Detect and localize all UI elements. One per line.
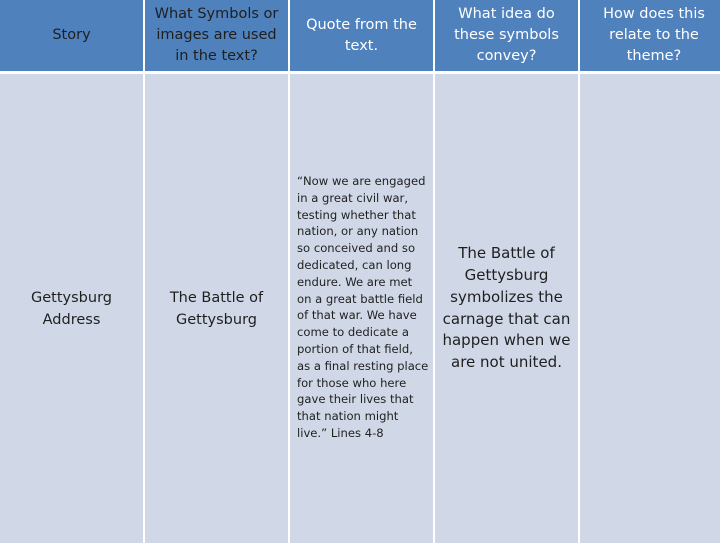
cell-story-text: Gettysburg Address (31, 289, 112, 328)
header-quote-label: Quote from the text. (306, 16, 417, 54)
cell-quote (290, 74, 433, 543)
header-quote (290, 0, 433, 71)
cell-story (0, 74, 143, 543)
header-symbols-label: What Symbols or images are used in the text? (154, 6, 279, 64)
cell-theme (580, 74, 720, 543)
cell-quote-text: “Now we are engaged in a great civil war, testing whether that nation, or any nation so conceived and so dedicated, can long endure. We are met on a great battle field of that war. We have come to dedicate a portion of that field, as a final resting place for those who here gave their lives that that nation might live.” Lines 4-8 (297, 174, 429, 440)
header-idea-label: What idea do these symbols convey? (454, 6, 559, 64)
cell-idea-text: The Battle of Gettysburg symbolizes the carnage that can happen when we are not united. (442, 244, 571, 371)
cell-symbols-text: The Battle of Gettysburg (169, 289, 264, 328)
header-story-label: Story (52, 27, 91, 43)
header-theme-label: How does this relate to the theme? (603, 6, 705, 64)
header-idea (435, 0, 578, 71)
header-symbols (145, 0, 288, 71)
cell-idea (435, 74, 578, 543)
header-theme (580, 0, 720, 71)
header-story (0, 0, 143, 71)
cell-symbols (145, 74, 288, 543)
